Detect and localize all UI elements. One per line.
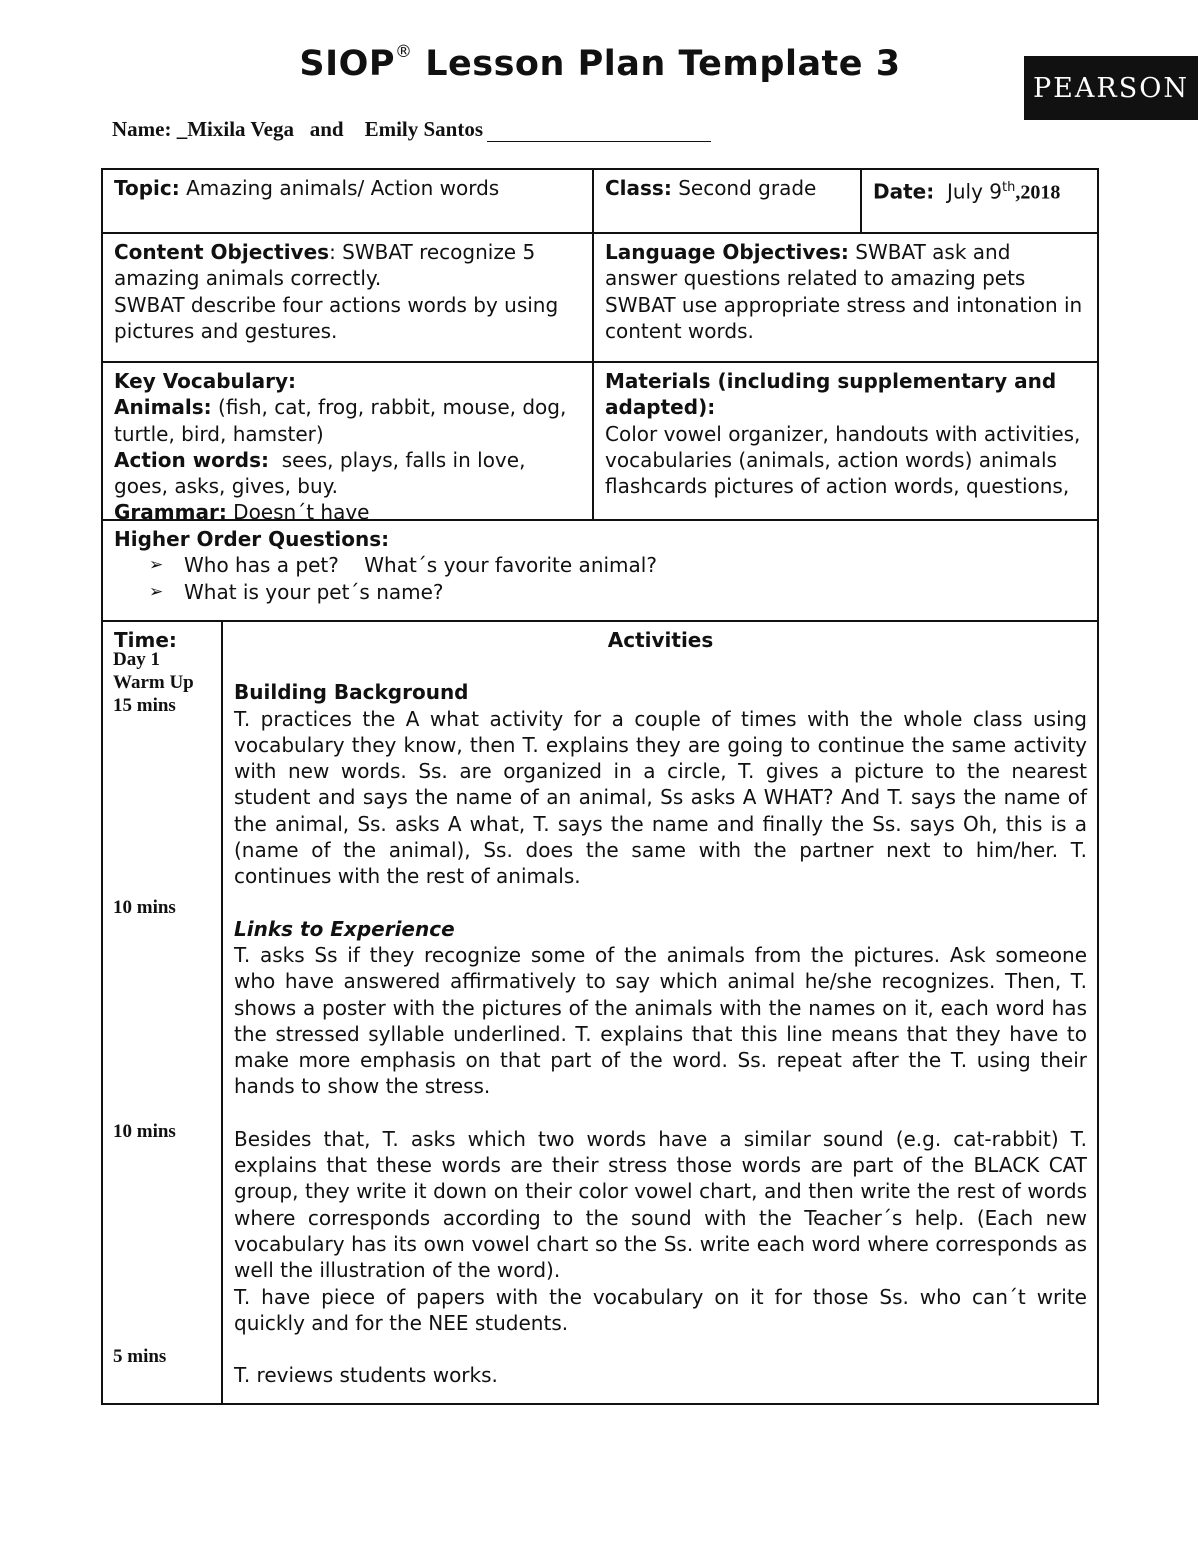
time-10a: 10 mins — [113, 897, 176, 918]
time-15: 15 mins — [113, 695, 176, 716]
topic-cell: Topic: Amazing animals/ Action words — [114, 176, 500, 200]
lesson-plan-table — [101, 168, 1099, 1405]
time-warmup: Warm Up — [113, 672, 194, 693]
time-day: Day 1 — [113, 649, 160, 670]
review-text: T. reviews students works. — [234, 1363, 498, 1388]
papers-text: T. have piece of papers with the vocabulary on it for those Ss. who can´t write quickly and for the NEE students. — [234, 1284, 1087, 1335]
building-background-text: T. practices the A what activity for a couple of times with the whole class using vocabulary they know, then T. explains they are going to continue the same activity with new words. Ss. are organized in a circle, T. gives a picture to the nearest student and says the name of an animal, Ss asks A WHAT? And T. says the name of the animal, Ss. asks A what, T. says the name and finally the Ss. says Oh, this is a (name of the animal), Ss. does the same with the partner next to him/her. T. continues with the rest of animals. — [234, 706, 1087, 889]
time-5: 5 mins — [113, 1346, 167, 1367]
name-line: Name: _Mixila Vega and Emily Santos — [112, 117, 711, 142]
besides-text: Besides that, T. asks which two words have a similar sound (e.g. cat-rabbit) T. explains that these words are their stress those words are part of the BLACK CAT group, they write it down on their color vowel chart, and then write the rest of words where corresponds according to the sound with the Teacher´s help. (Each new vocabulary has its own vowel chart so the Ss. write each word where corresponds as well the illustration of the word). — [234, 1126, 1087, 1283]
links-title: Links to Experience — [234, 916, 455, 941]
class-cell: Class: Second grade — [605, 176, 817, 200]
content-objectives-cell: Content Objectives: SWBAT recognize 5 amazing animals correctly. SWBAT describe four actions words by using pictures and gestures. — [114, 240, 559, 343]
activities-heading: Activities — [607, 628, 714, 652]
materials-cell: Materials (including supplementary and adapted): Color vowel organizer, handouts with activities, vocabularies (animals, action words) animals flashcards pictures of action words, questions, — [605, 369, 1081, 499]
building-background-title: Building Background — [234, 680, 469, 705]
list-item: ➢ Who has a pet? What´s your favorite animal? — [114, 552, 1087, 578]
language-objectives-cell: Language Objectives: SWBAT ask and answer questions related to amazing pets SWBAT use appropriate stress and intonation in content words. — [605, 240, 1083, 343]
time-header: Time: — [114, 628, 177, 652]
list-item: ➢ What is your pet´s name? — [114, 579, 1087, 605]
higher-order-cell: Higher Order Questions: ➢ Who has a pet? What´s your favorite animal? ➢ What is your pet´s name? — [103, 521, 1097, 605]
time-10b: 10 mins — [113, 1121, 176, 1142]
name-blank — [487, 123, 711, 142]
page-title: SIOP® Lesson Plan Template 3 — [299, 42, 901, 84]
date-cell: Date: July 9th,2018 — [873, 179, 1061, 204]
pearson-logo: PEARSON — [1024, 56, 1198, 120]
activities-cell — [223, 622, 1097, 1388]
links-text: T. asks Ss if they recognize some of the animals from the pictures. Ask someone who have answered affirmatively to say which animal he/she recognizes. Then, T. shows a poster with the pictures of the animals with the names on it, each word has the stressed syllable underlined. T. explains that this line means that they have to make more emphasis on that part of the word. Ss. repeat after the T. using their hands to show the stress. — [234, 942, 1087, 1099]
key-vocabulary-cell: Key Vocabulary: Animals: (fish, cat, frog, rabbit, mouse, dog, turtle, bird, hamster) Action words: sees, plays, falls in love, goes, asks, gives, buy. Grammar: Doesn´t have — [114, 369, 567, 525]
